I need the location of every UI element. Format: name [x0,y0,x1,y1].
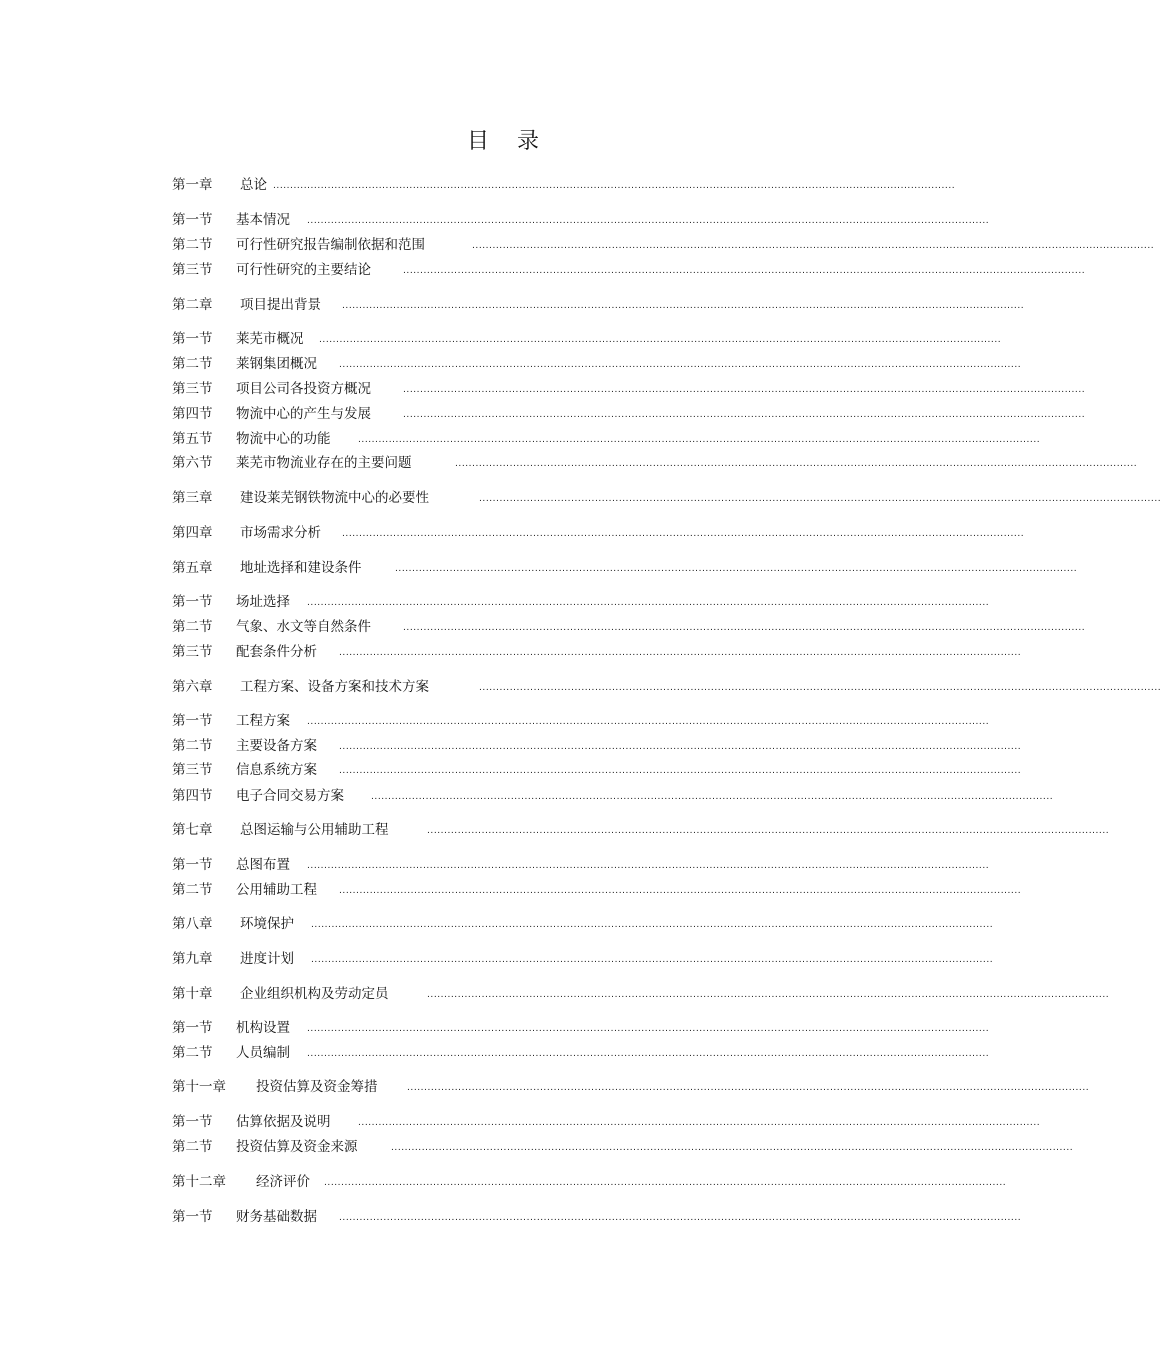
dot-leader: ........................................................................................................................................................................................................ [307,1024,990,1034]
dot-leader: ........................................................................................................................................................................................................ [339,886,1022,896]
dot-leader: ........................................................................................................................................................................................................ [307,216,990,226]
dot-leader: ........................................................................................................................................................................................................ [427,990,1110,1000]
dot-leader: ........................................................................................................................................................................................................ [358,435,1041,445]
toc-entry-title: 总论 [240,177,267,193]
toc-chapter-entry[interactable] [172,524,1025,542]
toc-entry-number: 第一节 [172,1209,213,1225]
dot-leader: ........................................................................................................................................................................................................ [307,861,990,871]
dot-leader: ........................................................................................................................................................................................................ [339,360,1022,370]
dot-leader: ........................................................................................................................................................................................................ [342,529,1025,539]
toc-entry-title: 气象、水文等自然条件 [236,619,371,635]
dot-leader: ........................................................................................................................................................................................................ [339,742,1022,752]
toc-entry-title: 场址选择 [236,594,290,610]
toc-section-entry[interactable] [172,712,990,730]
toc-entry-title: 工程方案 [236,713,290,729]
toc-chapter-entry[interactable] [172,915,994,933]
toc-entry-title: 可行性研究的主要结论 [236,262,371,278]
toc-chapter-entry[interactable] [172,985,1110,1003]
dot-leader: ........................................................................................................................................................................................................ [311,920,994,930]
dot-leader: ........................................................................................................................................................................................................ [358,1118,1041,1128]
toc-entry-number: 第一节 [172,331,213,347]
dot-leader: ........................................................................................................................................................................................................ [324,1178,1007,1188]
dot-leader: ........................................................................................................................................................................................................ [403,410,1086,420]
toc-section-entry[interactable] [172,761,1022,779]
toc-entry-title: 莱钢集团概况 [236,356,317,372]
toc-chapter-entry[interactable] [172,950,994,968]
toc-entry-number: 第五章 [172,560,213,576]
dot-leader: ........................................................................................................................................................................................................ [427,826,1110,836]
toc-entry-title: 机构设置 [236,1020,290,1036]
toc-chapter-entry[interactable] [172,489,1161,507]
toc-entry-number: 第二章 [172,297,213,313]
toc-entry-title: 莱芜市物流业存在的主要问题 [236,455,412,471]
toc-entry-number: 第十二章 [172,1174,226,1190]
toc-entry-number: 第三节 [172,762,213,778]
toc-section-entry[interactable] [172,236,1155,254]
toc-entry-title: 人员编制 [236,1045,290,1061]
toc-chapter-entry[interactable] [172,559,1078,577]
toc-entry-title: 电子合同交易方案 [236,788,344,804]
toc-chapter-entry[interactable] [172,821,1110,839]
toc-entry-number: 第四章 [172,525,213,541]
toc-entry-number: 第一节 [172,857,213,873]
dot-leader: ........................................................................................................................................................................................................ [339,766,1022,776]
toc-entry-number: 第五节 [172,431,213,447]
dot-leader: ........................................................................................................................................................................................................ [339,648,1022,658]
toc-entry-title: 物流中心的功能 [236,431,331,447]
dot-leader: ........................................................................................................................................................................................................ [395,564,1078,574]
dot-leader: ........................................................................................................................................................................................................ [479,494,1161,504]
dot-leader: ........................................................................................................................................................................................................ [319,335,1002,345]
toc-entry-number: 第四节 [172,788,213,804]
toc-section-entry[interactable] [172,1044,990,1062]
toc-section-entry[interactable] [172,787,1054,805]
dot-leader: ........................................................................................................................................................................................................ [339,1213,1022,1223]
toc-section-entry[interactable] [172,1019,990,1037]
toc-entry-number: 第二节 [172,237,213,253]
toc-section-entry[interactable] [172,643,1022,661]
toc-entry-title: 财务基础数据 [236,1209,317,1225]
toc-chapter-entry[interactable] [172,1078,1090,1096]
toc-entry-title: 工程方案、设备方案和技术方案 [240,679,429,695]
dot-leader: ........................................................................................................................................................................................................ [472,241,1155,251]
toc-entry-title: 建设莱芜钢铁物流中心的必要性 [240,490,429,506]
toc-entry-title: 地址选择和建设条件 [240,560,362,576]
toc-entry-title: 进度计划 [240,951,294,967]
toc-section-entry[interactable] [172,355,1022,373]
dot-leader: ........................................................................................................................................................................................................ [403,623,1086,633]
toc-entry-title: 总图布置 [236,857,290,873]
toc-entry-number: 第三节 [172,262,213,278]
dot-leader: ........................................................................................................................................................................................................ [311,955,994,965]
toc-section-entry[interactable] [172,618,1086,636]
toc-chapter-entry[interactable] [172,1173,1007,1191]
dot-leader: ........................................................................................................................................................................................................ [307,1049,990,1059]
toc-entry-title: 基本情况 [236,212,290,228]
dot-leader: ........................................................................................................................................................................................................ [403,266,1086,276]
dot-leader: ........................................................................................................................................................................................................ [407,1083,1090,1093]
toc-entry-title: 经济评价 [256,1174,310,1190]
toc-entry-title: 估算依据及说明 [236,1114,331,1130]
toc-entry-title: 项目公司各投资方概况 [236,381,371,397]
toc-chapter-entry[interactable] [172,678,1161,696]
page-title: 目 录 [467,129,539,154]
toc-section-entry[interactable] [172,454,1138,472]
toc-chapter-entry[interactable] [172,176,956,194]
toc-entry-title: 主要设备方案 [236,738,317,754]
toc-entry-number: 第二节 [172,738,213,754]
toc-section-entry[interactable] [172,737,1022,755]
toc-entry-number: 第八章 [172,916,213,932]
toc-section-entry[interactable] [172,856,990,874]
dot-leader: ........................................................................................................................................................................................................ [479,683,1161,693]
toc-section-entry[interactable] [172,593,990,611]
toc-entry-title: 总图运输与公用辅助工程 [240,822,389,838]
dot-leader: ........................................................................................................................................................................................................ [391,1143,1074,1153]
toc-section-entry[interactable] [172,211,990,229]
toc-entry-number: 第六节 [172,455,213,471]
dot-leader: ........................................................................................................................................................................................................ [455,459,1138,469]
toc-entry-number: 第一章 [172,177,213,193]
toc-entry-title: 公用辅助工程 [236,882,317,898]
dot-leader: ........................................................................................................................................................................................................ [307,717,990,727]
dot-leader: ........................................................................................................................................................................................................ [307,598,990,608]
toc-entry-title: 企业组织机构及劳动定员 [240,986,389,1002]
toc-entry-number: 第二节 [172,356,213,372]
dot-leader: ........................................................................................................................................................................................................ [273,181,956,191]
toc-section-entry[interactable] [172,380,1086,398]
toc-entry-number: 第三章 [172,490,213,506]
toc-section-entry[interactable] [172,881,1022,899]
toc-entry-number: 第二节 [172,1139,213,1155]
toc-entry-number: 第九章 [172,951,213,967]
toc-entry-title: 项目提出背景 [240,297,321,313]
toc-chapter-entry[interactable] [172,296,1025,314]
toc-section-entry[interactable] [172,1208,1022,1226]
toc-entry-number: 第二节 [172,882,213,898]
toc-entry-title: 投资估算及资金来源 [236,1139,358,1155]
toc-entry-title: 配套条件分析 [236,644,317,660]
toc-entry-title: 莱芜市概况 [236,331,304,347]
dot-leader: ........................................................................................................................................................................................................ [371,792,1054,802]
toc-entry-number: 第一节 [172,1114,213,1130]
toc-entry-title: 物流中心的产生与发展 [236,406,371,422]
toc-entry-number: 第一节 [172,713,213,729]
toc-section-entry[interactable] [172,1138,1074,1156]
dot-leader: ........................................................................................................................................................................................................ [342,301,1025,311]
toc-entry-title: 投资估算及资金筹措 [256,1079,378,1095]
toc-entry-number: 第一节 [172,594,213,610]
toc-entry-number: 第一节 [172,212,213,228]
toc-section-entry[interactable] [172,405,1086,423]
toc-entry-number: 第七章 [172,822,213,838]
dot-leader: ........................................................................................................................................................................................................ [403,385,1086,395]
toc-entry-number: 第六章 [172,679,213,695]
toc-entry-number: 第十章 [172,986,213,1002]
toc-entry-number: 第三节 [172,381,213,397]
toc-entry-title: 市场需求分析 [240,525,321,541]
toc-entry-number: 第四节 [172,406,213,422]
toc-section-entry[interactable] [172,330,1002,348]
toc-entry-number: 第十一章 [172,1079,226,1095]
toc-entry-number: 第三节 [172,644,213,660]
toc-entry-number: 第二节 [172,619,213,635]
toc-entry-title: 环境保护 [240,916,294,932]
toc-entry-title: 信息系统方案 [236,762,317,778]
toc-entry-number: 第二节 [172,1045,213,1061]
toc-section-entry[interactable] [172,430,1041,448]
toc-section-entry[interactable] [172,1113,1041,1131]
toc-entry-title: 可行性研究报告编制依据和范围 [236,237,425,253]
toc-entry-number: 第一节 [172,1020,213,1036]
toc-section-entry[interactable] [172,261,1086,279]
